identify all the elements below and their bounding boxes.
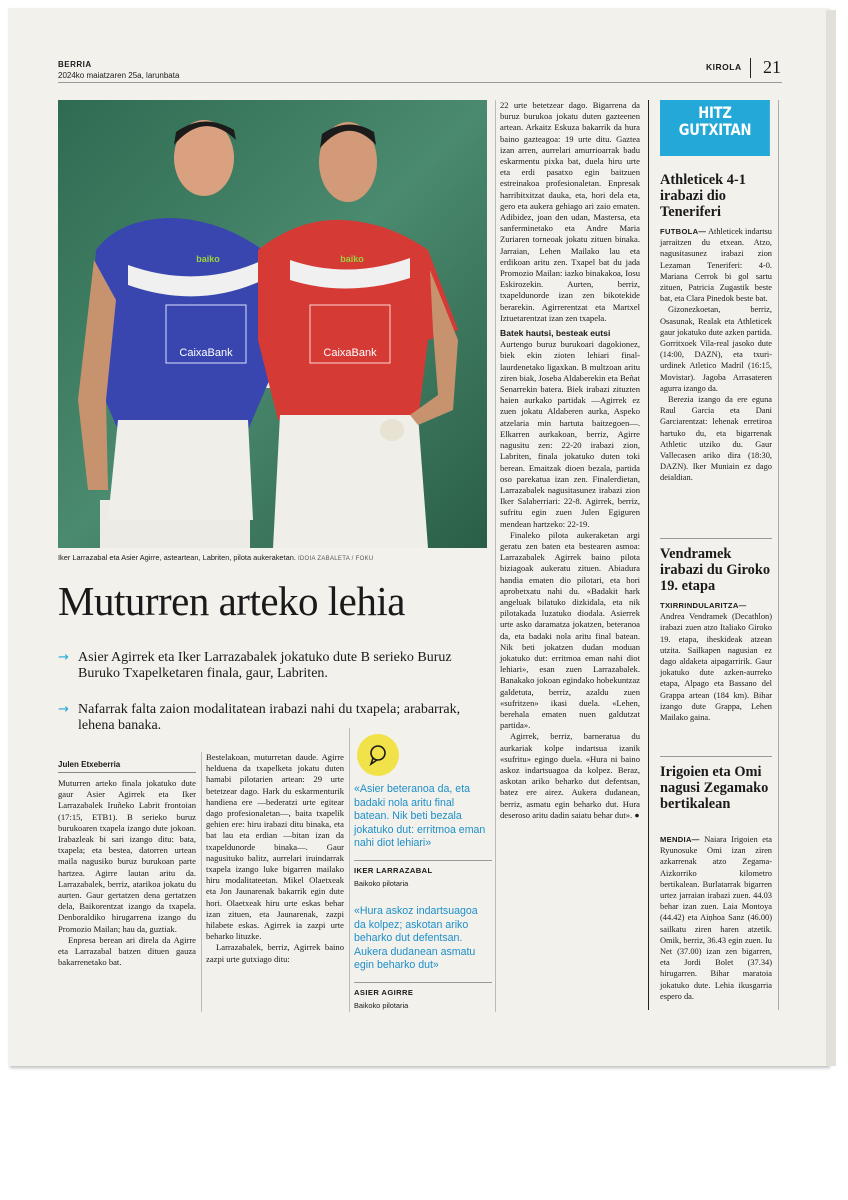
paragraph: Aurtengo buruz burukoari dagokionez, biek ekin zioten lehiari final-laurdenetako ligaxkan. B multzoan aritu ziren biak, Joseba Aldaberekin eta Beñat Senarrekin batera. Biek irabazi zituzten haien aurkako partidak —Agirrek ez zuen jokatu Aldaberen aurka, Aspeko atzelaria min hartuta baitzegoen—. Elkarren aurkakoan, berriz, Agirre nagusitu zen: 22-20 irabazi zion, Labriten, finala jokatuko duten toki berean. Emaitzak dioen bezala, partida oso parekatua izan zen. Finalerdietan, Larrazabalek nagusitasunez irabazi zion Iker Salaberriari: 22-8. Agirrek, berriz, sufritu egin zuen Julen Egiguren mendean hartzeko: 22-19. <box>500 339 640 529</box>
players-photo-illustration <box>58 100 487 548</box>
subhead-2 <box>58 702 488 734</box>
paragraph: Larrazabalek, berriz, Agirrek baino zazpi urte gutxiago ditu: <box>206 942 344 964</box>
subhead-text: Nafarrak falta zaion modalitatean irabazi nahi du txapela; arabarrak, lehena banaka. <box>78 702 461 733</box>
pull-quote-1: «Asier beteranoa da, eta badaki nola aritu final batean. Nik beti bezala jokatuko dut: erritmoa eman nahi diot lehiari» <box>354 783 486 849</box>
arrow-right-icon: → <box>58 650 69 665</box>
caption-text: Iker Larrazabal eta Asier Agirre, asteartean, Labriten, pilota aukeraketan. <box>58 553 296 562</box>
section-name: KIROLA <box>706 62 742 72</box>
issue-date: 2024ko maiatzaren 25a, larunbata <box>58 71 180 80</box>
paragraph <box>660 600 772 723</box>
paragraph-text: Athleticek indartsu jarraitzen du etxean. Atzo, nagusitasunez irabazi zion Lezaman Teneriferi: 4-0. Mariana Cerrok bi gol sartu zituen, Patricia Zugastik beste bat, eta Clara Pinedok beste bat. <box>660 227 772 304</box>
paragraph: Bestelakoan, muturretan daude. Agirre helduena da txapelketa jokatu duten hamabi pilotarien artean: 29 urte betetzear dago. Hark du eskarmenturik handiena ere —bederatzi urte egitear dago profesionaletan—, baita txapelik gehien ere: hiru irabazi ditu binaka, eta bat lau eta erdian —bitan izan da txapeldunorde binaka—. Gaur nagusituko balitz, aurrelari iruindarrak txapela izango luke bigarren mailako hiru modalitateetan. Mikel Olaetxeak eta Jon Jaunarenak bakarrik egin dute hori. Olaetxeak hiru urte eskas behar izan zituen, eta Jaunarenak, zazpi hilabete eskas. Agirrek ia zazpi urte beharko lituzke. <box>206 752 344 942</box>
svg-text:CaixaBank: CaixaBank <box>323 347 377 359</box>
paragraph: Enpresa berean ari direla da Agirre eta Larrazabal batzen dituen gauza bakarrenetako bat. <box>58 934 196 968</box>
speech-bubble-icon <box>357 734 399 776</box>
brief-body <box>660 600 772 723</box>
article-photo <box>58 100 487 548</box>
subhead-text: Asier Agirrek eta Iker Larrazabalek jokatuko dute B serieko Buruz Buruko Txapelketaren finala, gaur, Labriten. <box>78 650 452 681</box>
article-headline: Muturren arteko lehia <box>58 578 405 624</box>
byline: Julen Etxeberria <box>58 760 121 769</box>
paragraph: Finaleko pilota aukeraketan argi geratu zen baten eta bestearen asmoa: Larrazabalek Agirrek baino pilota biziagoak aukeratu zituen. Abiadura handia ematen dio pilotari, eta hori aprobetxatu nahi du. «Badakit hark angeluak bilatuko dizkidala, eta nik pilotakada luzatuko diodala. Asierrek urte asko daramatza jokatzen, beteranoa da, eta badaki nola aritu final batean. Nik beti jokatzen dudan moduan jokatuko dut: erritmoa eman nahi diot lehiari», esan zuen Larrazabalek. Banakako jokoan egindako hobekuntzaz galdetuta, berriz, azaldu zuen «sufritzen» ikasi duela. «Lehen, berehala ematen nuen galdutzat partida». <box>500 529 640 731</box>
brief-body <box>660 834 772 1002</box>
paragraph-text: Naiara Irigoien eta Ryunosuke Omi izan ziren azkarrenak atzo Zegama-Aizkorriko kilometro bertikalean. Burlatarrak bigarren urtez jarraian irabazi zuen. 44.03 behar izan zuen. Laia Montoya (44.42) eta Aiņhoa Sanz (46.00) sailkatu ziren haren atzetik. Omik, berriz, 36.43 egin zuen. Iu Net (37.00) izan zen bigarren, eta Jordi Bolet (37.34) hirugarren. Bihar maratoia jokatuko dute. Lehia ikusgarria espero da. <box>660 835 773 1001</box>
page-number: 21 <box>763 57 781 77</box>
sidebar-title <box>660 100 770 156</box>
brand-name: BERRIA <box>58 60 92 69</box>
svg-text:CaixaBank: CaixaBank <box>179 347 233 359</box>
brief-title: Irigoien eta Omi nagusi Zegamako bertikalean <box>660 764 769 812</box>
brief-title: Athleticek 4-1 irabazi dio Teneriferi <box>660 172 746 220</box>
photo-credit: IDOIA ZABALETA / FOKU <box>297 556 374 562</box>
brief-rule <box>660 538 772 539</box>
article-column-1 <box>58 778 196 968</box>
paragraph: Agirrek, berriz, barneratua du aurkariak kolpe indartsua izanik «sufritu» egingo duela. «Hura ni baino askoz indartsuagoa da kolpez. Beraz, askotan ariko beharko dut defentsan, batez ere airez. Aukera dudanean, berriz, asmatu egin beharko dut. Hura deseroso aritu dadin saiatu behar dut». ● <box>500 731 640 820</box>
arrow-right-icon: → <box>58 702 69 717</box>
page-edge-shadow <box>826 10 836 1066</box>
quote-author-role: Baikoko pilotaria <box>354 1001 409 1010</box>
sidebar-right-rule <box>778 100 779 1010</box>
brief-rule <box>660 756 772 757</box>
paragraph <box>660 834 772 1002</box>
quote-rule <box>354 982 492 983</box>
paragraph <box>660 226 772 304</box>
quote-author-role: Baikoko pilotaria <box>354 879 409 888</box>
pull-quote-2: «Hura askoz indartsuagoa da kolpez; askotan ariko beharko dut defentsan. Aukera dudanean asmatu egin beharko dut» <box>354 905 478 971</box>
brief-kicker: FUTBOLA— <box>660 227 707 236</box>
svg-text:baiko: baiko <box>340 254 364 264</box>
header-divider <box>750 58 751 78</box>
sidebar-title-line: HITZ <box>698 103 732 122</box>
paragraph: Gizonezkoetan, berriz, Osasunak, Realak eta Athleticek gaur jokatuko dute azken partida. Gorritxoek Vila-real jasoko dute (14:00, DAZN), eta txuri-urdinek Atletico Madril (16:15, Movistar). Jagoba Arrasateren agurra izango da. <box>660 305 772 393</box>
column-divider <box>201 752 202 1012</box>
paragraph: Berezia izango da ere eguna Raul Garcia eta Dani Garciarentzat: lehenak erretiroa hartuko du, eta bigarrenak Athletic utziko du. Gaur Vallecasen ariko dira (18:30, DAZN). Iker Muniain ez dago deialdian. <box>660 395 772 483</box>
brief-body <box>660 226 772 484</box>
column-divider <box>349 728 350 1012</box>
quote-author-name: ASIER AGIRRE <box>354 988 414 997</box>
paragraph-text: Andrea Vendramek (Decathlon) irabazi zuen atzo Italiako Giroko 19. etapa, iheskideak atzean utzita. Sailkapen nagusian ez dago aldaketa aipagarririk. Gaur jokatuko dute azken-aurreko etapa, Alpago eta Bassano del Grappa artean (184 km). Bihar izango dute Grappa, Lehen Mailako gaina. <box>660 612 772 723</box>
header-rule <box>58 82 782 83</box>
quote-author-name: IKER LARRAZABAL <box>354 866 433 875</box>
sidebar-title-line: GUTXITAN <box>678 120 752 139</box>
article-column-2 <box>206 752 344 965</box>
photo-caption <box>58 553 490 564</box>
subhead-1 <box>58 650 488 682</box>
sidebar-divider <box>648 100 649 1010</box>
brief-kicker: MENDIA— <box>660 835 700 844</box>
byline-rule <box>58 772 196 773</box>
quote-rule <box>354 860 492 861</box>
svg-text:baiko: baiko <box>196 254 220 264</box>
column-divider <box>495 100 496 1012</box>
paragraph: 22 urte betetzear dago. Bigarrena da buruz burukoa jokatu duten gazteenen artean. Arkaitz Eskuza bakarrik da hura baino gazteagoa: 19 urte ditu. Gaztea izan arren, aurrelari amurrioarrak badu eskarmentu pixka bat, duela hiru urte eta erdi pasatxo egin baitzuen estreinakoa profesionaletan. Enpresak harribitxitzat dauka, eta, hori dela eta, gero eta aukera gehiago ari zaio ematen. Adibidez, joan den udan, Mastersa, eta sanferminetako eta Andre Maria Zuriaren torneoak jokatu zituen binaka. Jarraian, Lehen Mailako lau eta erdikoan aritu zen. Txapel bat du jada Promozio Mailan: iazko binakakoa, Iosu Eskirozekin. Aurten, berriz, txapeldunorde izan zen bikotekide berarekin. Agirrerentzat eta Martxel Iztuetarentzat izan zen txapela. <box>500 100 640 323</box>
article-subhead: Batek hautsi, besteak eutsi <box>500 328 611 339</box>
paragraph: Muturren arteko finala jokatuko dute gaur Asier Agirrek eta Iker Larrazabalek Iruñeko Labrit frontoian (17:15, ETB1). B serieko buruz burukoaren txapela izango dute jokoan. Irabazleak bi sari izango ditu: bata, txapela; eta bestea, datorren urtean maila nagusiko buruz burukoan parte hartzea. Agirre lautan aritu da. Larrazabalek, berriz, atarikoa jokatu du aurten. Gaur gertatzen dena gertatzen dela, Baikorentzat izango da txapela. Denboraldiko hirugarrena izango du Promozio Mailan; hau da, guztiak. <box>58 778 196 934</box>
brief-title: Vendramek irabazi du Giroko 19. etapa <box>660 546 771 594</box>
brief-kicker: TXIRRINDULARITZA— <box>660 601 747 610</box>
article-column-4 <box>500 100 640 821</box>
